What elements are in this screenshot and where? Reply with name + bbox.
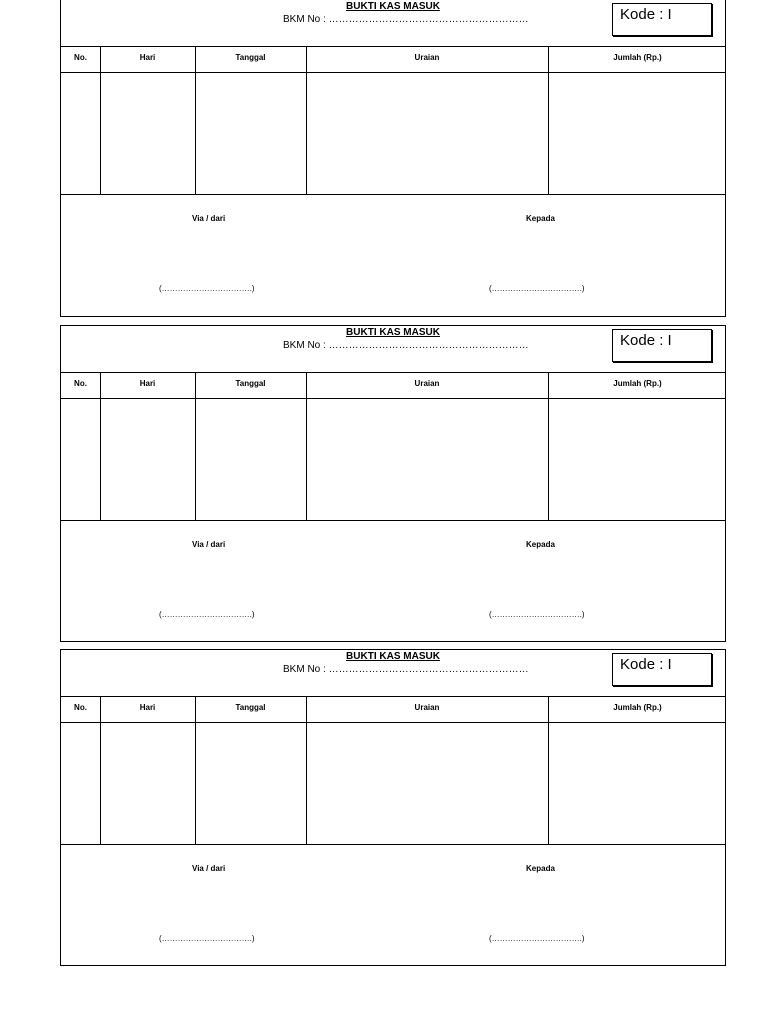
via-dari-label: Via / dari bbox=[192, 864, 226, 873]
kode-label: Kode : I bbox=[620, 332, 672, 349]
slip-header bbox=[61, 0, 725, 47]
via-signature-line[interactable]: (…………………………….) bbox=[159, 934, 255, 943]
table-entry-cell[interactable] bbox=[101, 73, 194, 193]
table-header-row bbox=[61, 696, 725, 723]
column-header: No. bbox=[74, 53, 87, 62]
table-entry-cell[interactable] bbox=[101, 723, 194, 843]
slip-title: BUKTI KAS MASUK bbox=[346, 651, 440, 662]
kode-box bbox=[612, 329, 712, 362]
kepada-label: Kepada bbox=[526, 540, 555, 549]
column-header: No. bbox=[74, 703, 87, 712]
kepada-signature-line[interactable]: (…………………………….) bbox=[489, 610, 585, 619]
table-entry-cell[interactable] bbox=[307, 723, 547, 843]
column-header: Jumlah (Rp.) bbox=[613, 703, 662, 712]
slip-header bbox=[61, 326, 725, 373]
column-header: Hari bbox=[139, 379, 156, 388]
slip-title: BUKTI KAS MASUK bbox=[346, 1, 440, 12]
entries-table bbox=[61, 372, 725, 521]
via-dari-label: Via / dari bbox=[192, 214, 226, 223]
receipt-slip bbox=[60, 325, 726, 642]
table-entry-cell[interactable] bbox=[62, 723, 99, 843]
bkm-number-field[interactable]: BKM No : …………………………………………………… bbox=[283, 340, 529, 351]
via-signature-line[interactable]: (…………………………….) bbox=[159, 610, 255, 619]
table-entry-cell[interactable] bbox=[307, 73, 547, 193]
column-header: Tanggal bbox=[235, 703, 266, 712]
table-entry-cell[interactable] bbox=[549, 723, 726, 843]
bkm-number-field[interactable]: BKM No : …………………………………………………… bbox=[283, 14, 529, 25]
kode-label: Kode : I bbox=[620, 6, 672, 23]
kode-box bbox=[612, 653, 712, 686]
column-header: No. bbox=[74, 379, 87, 388]
column-header: Uraian bbox=[414, 53, 440, 62]
entries-table bbox=[61, 696, 725, 845]
column-header: Uraian bbox=[414, 703, 440, 712]
table-entry-cell[interactable] bbox=[196, 723, 305, 843]
column-header: Hari bbox=[139, 703, 156, 712]
column-header: Jumlah (Rp.) bbox=[613, 379, 662, 388]
via-dari-label: Via / dari bbox=[192, 540, 226, 549]
table-entry-cell[interactable] bbox=[196, 399, 305, 519]
column-header: Tanggal bbox=[235, 53, 266, 62]
slip-title: BUKTI KAS MASUK bbox=[346, 327, 440, 338]
column-header: Hari bbox=[139, 53, 156, 62]
table-header-row bbox=[61, 372, 725, 399]
table-entry-cell[interactable] bbox=[62, 399, 99, 519]
table-entry-cell[interactable] bbox=[62, 73, 99, 193]
kepada-signature-line[interactable]: (…………………………….) bbox=[489, 934, 585, 943]
table-entry-cell[interactable] bbox=[101, 399, 194, 519]
column-header: Tanggal bbox=[235, 379, 266, 388]
table-entry-cell[interactable] bbox=[196, 73, 305, 193]
table-entry-cell[interactable] bbox=[549, 399, 726, 519]
column-header: Uraian bbox=[414, 379, 440, 388]
entries-table bbox=[61, 46, 725, 195]
bkm-number-field[interactable]: BKM No : …………………………………………………… bbox=[283, 664, 529, 675]
kode-label: Kode : I bbox=[620, 656, 672, 673]
kepada-label: Kepada bbox=[526, 864, 555, 873]
receipt-slip bbox=[60, 0, 726, 317]
table-entry-cell[interactable] bbox=[307, 399, 547, 519]
via-signature-line[interactable]: (…………………………….) bbox=[159, 284, 255, 293]
kepada-signature-line[interactable]: (…………………………….) bbox=[489, 284, 585, 293]
table-entry-cell[interactable] bbox=[549, 73, 726, 193]
column-header: Jumlah (Rp.) bbox=[613, 53, 662, 62]
kepada-label: Kepada bbox=[526, 214, 555, 223]
slip-header bbox=[61, 650, 725, 697]
receipt-slip bbox=[60, 649, 726, 966]
table-header-row bbox=[61, 46, 725, 73]
kode-box bbox=[612, 3, 712, 36]
